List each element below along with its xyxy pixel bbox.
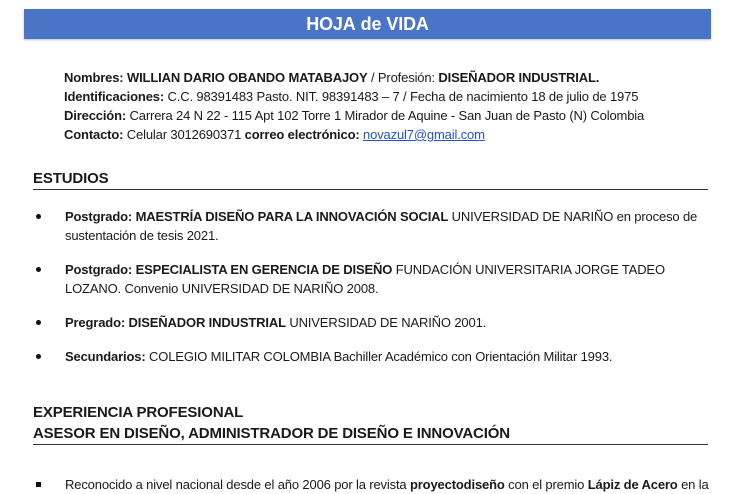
title-word-vida: VIDA (386, 13, 429, 34)
bullet-icon (36, 267, 41, 272)
address-line (64, 106, 644, 125)
experience-award: Lápiz de Acero (587, 477, 678, 492)
bullet-icon (36, 482, 41, 487)
profession-value: DISEÑADOR INDUSTRIAL. (438, 70, 600, 85)
bullet-icon (36, 214, 41, 219)
study-type-label: Pregrado: (65, 315, 126, 330)
contact-line (64, 125, 644, 144)
title-banner (24, 9, 711, 39)
experience-magazine: proyectodiseño (409, 477, 505, 492)
profession-label: / Profesión: (367, 70, 435, 85)
bullet-icon (36, 354, 41, 359)
names-label: Nombres: (64, 70, 124, 85)
bullet-icon (36, 320, 41, 325)
email-label: correo electrónico: (244, 127, 360, 142)
names-value: WILLIAN DARIO OBANDO MATABAJOY (126, 70, 368, 85)
studies-divider (33, 189, 708, 190)
experience-heading: EXPERIENCIA PROFESIONAL (33, 404, 244, 421)
id-label: Identificaciones: (64, 89, 165, 104)
contact-label: Contacto: (64, 127, 124, 142)
id-value: C.C. 98391483 Pasto. NIT. 98391483 – 7 / Fecha de nacimiento 18 de julio de 1975 (167, 89, 639, 104)
study-institution: UNIVERSIDAD DE NARIÑO 2001. (289, 315, 487, 330)
title-word-hoja: HOJA (306, 13, 356, 34)
study-type-label: Postgrado: (65, 262, 133, 277)
title-word-de: de (360, 13, 382, 34)
experience-text-start: Reconocido a nivel nacional desde el año 2006 por la revista (65, 477, 407, 492)
study-detail: LOZANO. Convenio UNIVERSIDAD DE NARIÑO 2008. (65, 281, 379, 296)
experience-divider (33, 444, 708, 445)
study-degree: MAESTRÍA DISEÑO PARA LA INNOVACIÓN SOCIAL (135, 209, 449, 224)
experience-subheading: ASESOR EN DISEÑO, ADMINISTRADOR DE DISEÑO E INNOVACIÓN (33, 425, 510, 442)
study-type-label: Postgrado: (65, 209, 133, 224)
names-line (64, 68, 644, 87)
address-label: Dirección: (64, 108, 127, 123)
study-detail: sustentación de tesis 2021. (65, 228, 219, 243)
email-link[interactable]: novazul7@gmail.com (363, 127, 485, 142)
experience-text-end: en la (681, 477, 709, 492)
study-institution: FUNDACIÓN UNIVERSITARIA JORGE TADEO (395, 262, 665, 277)
contact-value: Celular 3012690371 (126, 127, 242, 142)
study-institution: COLEGIO MILITAR COLOMBIA Bachiller Académico con Orientación Militar 1993. (149, 349, 613, 364)
address-value: Carrera 24 N 22 - 115 Apt 102 Torre 1 Mirador de Aquine - San Juan de Pasto (N) Colombia (129, 108, 645, 123)
studies-heading: ESTUDIOS (33, 170, 109, 187)
personal-info (64, 68, 644, 144)
study-degree: DISEÑADOR INDUSTRIAL (128, 315, 286, 330)
id-line (64, 87, 644, 106)
study-degree: ESPECIALISTA EN GERENCIA DE DISEÑO (135, 262, 393, 277)
study-type-label: Secundarios: (65, 349, 146, 364)
study-institution: UNIVERSIDAD DE NARIÑO en proceso de (451, 209, 698, 224)
experience-text-mid: con el premio (508, 477, 585, 492)
